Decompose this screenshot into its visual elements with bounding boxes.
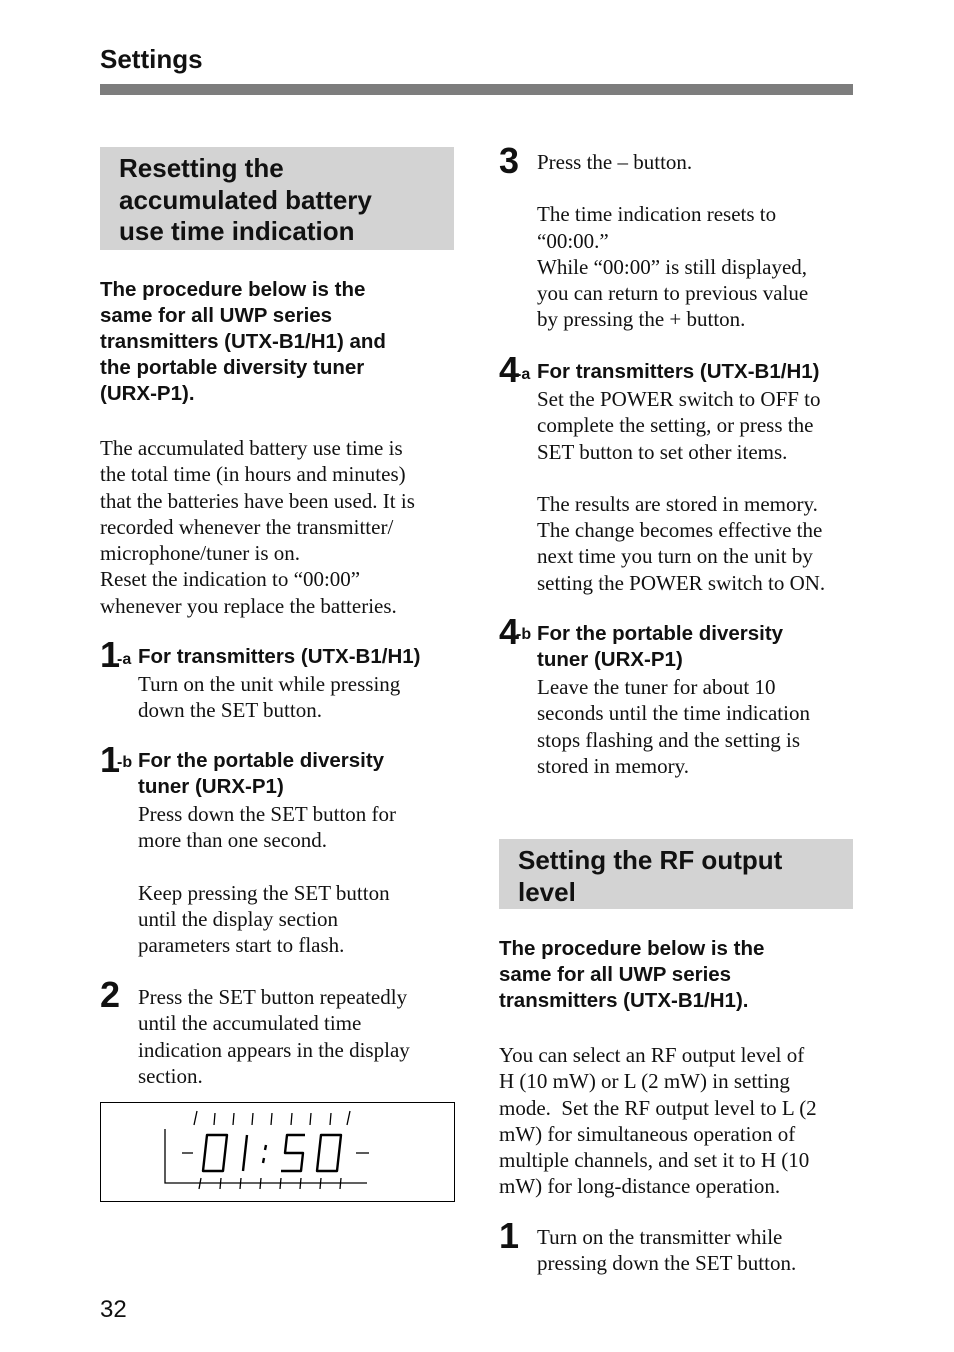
step-suffix: -a — [117, 651, 132, 668]
step-text: Set the POWER switch to OFF to complete the setting, or press the SET button to set other items. The results are stored in memory. The change becomes effective the next time you turn on the unit by setting the POWER switch to ON. — [537, 387, 826, 595]
step-text: Press down the SET button for more than one second. Keep pressing the SET button until the display section parameters start to flash. — [138, 802, 397, 958]
step-number: 4 — [499, 349, 520, 390]
step-text: Turn on the unit while pressing down the SET button. — [138, 672, 401, 723]
step-text: Press the SET button repeatedly until the accumulated time indication appears in the display section. — [138, 985, 410, 1088]
intro-paragraph-rf: You can select an RF output level of H (10 mW) or L (2 mW) in setting mode. Set the RF output level to L (2 mW) for simultaneous operation of multiple channels, and set it to H (10 mW) for long-distance operation. — [499, 1043, 817, 1199]
step-suffix: -a — [516, 366, 531, 383]
step-number: 1 — [100, 739, 121, 780]
flash-marks-top — [182, 1111, 369, 1189]
step-heading: For transmitters (UTX-B1/H1) — [138, 645, 421, 668]
step-4b — [499, 611, 859, 784]
lead-paragraph: The procedure below is the same for all UWP series transmitters (UTX-B1/H1) and the portable diversity tuner (URX-P1). — [100, 278, 386, 405]
step-number: 3 — [499, 140, 520, 181]
step-3 — [499, 140, 859, 343]
lcd-display-figure — [101, 1103, 454, 1201]
step-4a — [499, 349, 859, 602]
step-number: 4 — [499, 611, 520, 652]
step-text: Turn on the transmitter while pressing down the SET button. — [537, 1225, 797, 1276]
step-1b — [100, 739, 460, 962]
header-rule — [100, 84, 853, 95]
step-heading: For the portable diversity tuner (URX-P1) — [138, 749, 385, 798]
intro-paragraph: The accumulated battery use time is the total time (in hours and minutes) that the batteries have been used. It is recorded whenever the transmitter/ microphone/tuner is on. Reset the indication to “00:00” whenever you replace the batteries. — [100, 436, 415, 618]
step-suffix: -b — [117, 754, 133, 771]
section-title-rf-output: Setting the RF output level — [499, 839, 853, 909]
lcd-display-illustration — [100, 1102, 455, 1202]
digit-segments — [203, 1135, 341, 1171]
rf-step-1 — [499, 1215, 859, 1288]
section-title-reset-battery: Resetting the accumulated battery use time indication — [100, 147, 454, 250]
step-heading: For the portable diversity tuner (URX-P1) — [537, 622, 784, 671]
page-header-title: Settings — [100, 44, 203, 74]
lead-paragraph-rf: The procedure below is the same for all UWP series transmitters (UTX-B1/H1). — [499, 937, 765, 1012]
step-heading: For transmitters (UTX-B1/H1) — [537, 360, 820, 383]
step-number: 1 — [100, 634, 121, 675]
step-number: 1 — [499, 1215, 520, 1256]
step-1a — [100, 634, 460, 727]
step-number: 2 — [100, 974, 121, 1015]
step-text: Press the – button. The time indication resets to “00:00.” While “00:00” is still displayed, you can return to previous value by pressing the + button. — [537, 150, 809, 332]
page-number: 32 — [100, 1296, 127, 1323]
step-suffix: -b — [516, 626, 532, 643]
step-2 — [100, 974, 460, 1092]
step-text: Leave the tuner for about 10 seconds until the time indication stops flashing and the setting is stored in memory. — [537, 675, 810, 778]
